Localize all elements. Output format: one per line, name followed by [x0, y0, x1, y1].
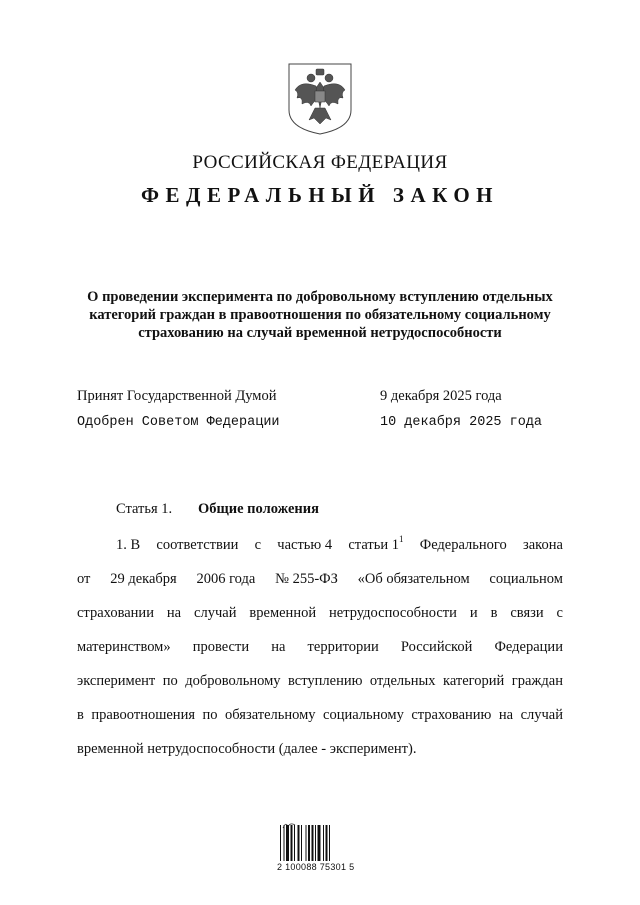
- paragraph-line: эксперимент по добровольному вступлению отдельных категорий граждан: [77, 673, 563, 689]
- word: частью 4: [277, 537, 333, 553]
- word: социальном: [489, 571, 563, 587]
- word: 2006 года: [196, 571, 256, 587]
- barcode-bar: [291, 825, 293, 861]
- word: с: [254, 537, 262, 553]
- paragraph-line: страховании на случай временной нетрудоспособности и в связи с: [77, 605, 563, 621]
- barcode-bar: [280, 825, 281, 861]
- word: материнством»: [77, 639, 171, 655]
- barcode-bar: [323, 825, 324, 861]
- article-number: Статья 1.: [116, 501, 173, 517]
- paragraph-line: временной нетрудоспособности (далее - эксперимент).: [77, 741, 417, 757]
- word: 1. В: [116, 537, 141, 553]
- barcode: [279, 821, 351, 863]
- barcode-bar: [298, 825, 300, 861]
- adoption-date: 9 декабря 2025 года: [380, 388, 502, 404]
- barcode-bar: [286, 825, 289, 861]
- barcode-bar: [329, 825, 330, 861]
- law-title-line: О проведении эксперимента по добровольному вступлению отдельных: [87, 289, 553, 305]
- paragraph-line: [77, 571, 563, 591]
- word-with-superscript: [348, 534, 404, 557]
- law-title-line: категорий граждан в правоотношения по обязательному социальному: [89, 307, 551, 323]
- adoption-label: Принят Государственной Думой: [77, 388, 277, 404]
- barcode-bar: [312, 825, 314, 861]
- barcode-bar: [326, 825, 328, 861]
- word: статьи 1: [348, 537, 399, 553]
- law-title: [70, 288, 570, 342]
- barcode-bar: [306, 825, 307, 861]
- article-title: Общие положения: [198, 501, 319, 517]
- barcode-bar: [315, 825, 316, 861]
- word: закона: [523, 537, 563, 553]
- paragraph-line: в правоотношения по обязательному социальному страхованию на случай: [77, 707, 563, 723]
- barcode-bar: [308, 825, 310, 861]
- paragraph-line: [77, 639, 563, 659]
- country-name: РОССИЙСКАЯ ФЕДЕРАЦИЯ: [192, 152, 448, 173]
- paragraph-line: [116, 534, 563, 557]
- barcode-bar: [318, 825, 321, 861]
- word: 29 декабря: [110, 571, 177, 587]
- barcode-bar: [301, 825, 302, 861]
- adoption-label: Одобрен Советом Федерации: [77, 415, 280, 430]
- adoption-date: 10 декабря 2025 года: [380, 415, 543, 430]
- word: от: [77, 571, 91, 587]
- word: провести: [192, 639, 250, 655]
- word: Федерального: [419, 537, 507, 553]
- article-heading: [116, 501, 319, 518]
- word: территории: [307, 639, 379, 655]
- superscript: 1: [398, 534, 404, 544]
- law-type: ФЕДЕРАЛЬНЫЙ ЗАКОН: [141, 183, 499, 207]
- word: «Об обязательном: [357, 571, 470, 587]
- word: Федерации: [494, 639, 563, 655]
- word: на: [271, 639, 286, 655]
- barcode-number: 2 100088 75301 5: [277, 862, 355, 872]
- barcode-bar: [284, 825, 285, 861]
- word: Российской: [400, 639, 473, 655]
- barcode-bar: [294, 825, 295, 861]
- word: соответствии: [156, 537, 239, 553]
- word: № 255-ФЗ: [275, 571, 338, 587]
- law-title-line: страхованию на случай временной нетрудоспособности: [138, 325, 502, 341]
- coat-of-arms-icon: [287, 62, 353, 136]
